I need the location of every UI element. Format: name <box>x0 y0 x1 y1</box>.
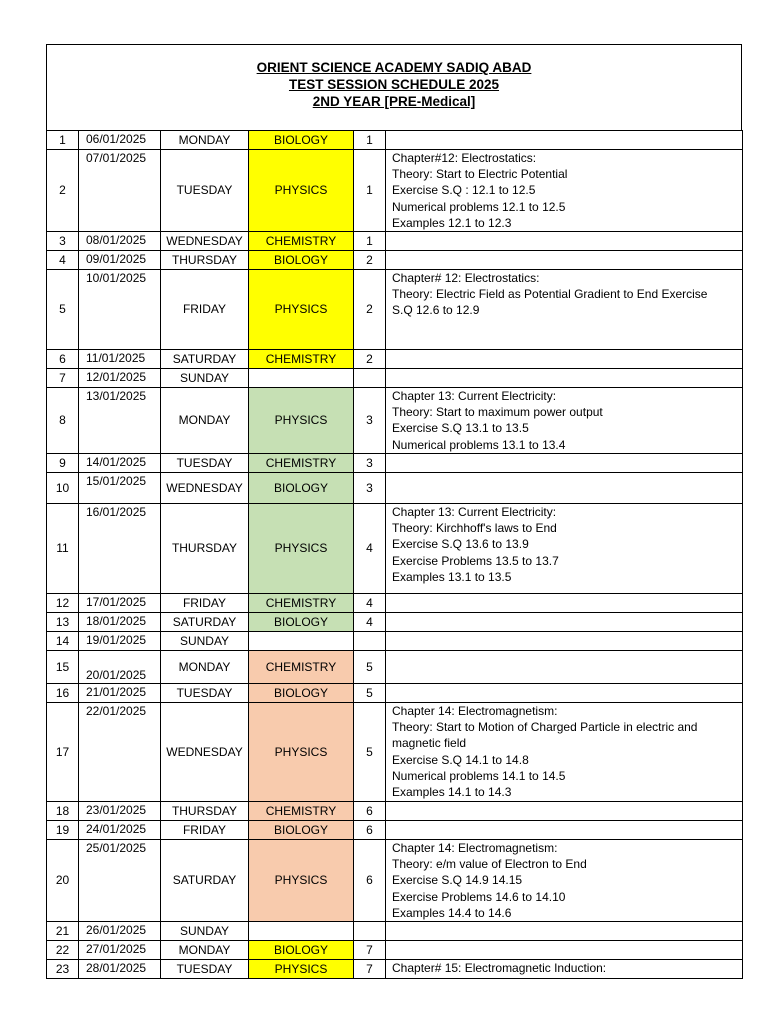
row-subject: CHEMISTRY <box>249 454 354 473</box>
row-subject <box>249 922 354 941</box>
row-number: 17 <box>47 703 79 802</box>
syllabus-line: Exercise S.Q : 12.1 to 12.5 <box>392 183 536 198</box>
row-syllabus <box>386 473 743 504</box>
row-test-number <box>354 632 386 651</box>
row-date: 18/01/2025 <box>79 613 161 632</box>
table-row <box>47 632 743 651</box>
syllabus-line: Numerical problems 12.1 to 12.5 <box>392 199 566 214</box>
row-date: 14/01/2025 <box>79 454 161 473</box>
row-syllabus <box>386 454 743 473</box>
syllabus-line: Chapter# 15: Electromagnetic Induction: <box>392 961 607 976</box>
syllabus-line: Numerical problems 13.1 to 13.4 <box>392 437 566 452</box>
row-day: MONDAY <box>161 941 249 960</box>
table-row <box>47 270 743 350</box>
table-row <box>47 821 743 840</box>
row-date: 16/01/2025 <box>79 504 161 594</box>
row-test-number: 2 <box>354 270 386 350</box>
row-day: WEDNESDAY <box>161 473 249 504</box>
table-row <box>47 613 743 632</box>
schedule-sheet <box>46 44 742 979</box>
row-syllabus <box>386 632 743 651</box>
row-test-number: 6 <box>354 821 386 840</box>
row-subject: CHEMISTRY <box>249 232 354 251</box>
row-test-number: 7 <box>354 960 386 979</box>
row-date: 21/01/2025 <box>79 684 161 703</box>
syllabus-line: Theory: Electric Field as Potential Gradient to End Exercise <box>392 287 708 302</box>
row-syllabus <box>386 922 743 941</box>
row-test-number: 4 <box>354 594 386 613</box>
syllabus-line: Exercise S.Q 14.1 to 14.8 <box>392 752 529 767</box>
row-day: THURSDAY <box>161 802 249 821</box>
row-number: 6 <box>47 350 79 369</box>
row-test-number: 1 <box>354 150 386 232</box>
row-date: 12/01/2025 <box>79 369 161 388</box>
syllabus-line: Theory: Start to maximum power output <box>392 405 603 420</box>
syllabus-line: Examples 14.4 to 14.6 <box>392 905 512 920</box>
syllabus-line: Examples 14.1 to 14.3 <box>392 785 512 800</box>
row-day: SATURDAY <box>161 840 249 922</box>
row-subject: BIOLOGY <box>249 473 354 504</box>
row-test-number: 4 <box>354 504 386 594</box>
row-subject: BIOLOGY <box>249 131 354 150</box>
table-row <box>47 504 743 594</box>
row-syllabus <box>386 941 743 960</box>
row-day: SATURDAY <box>161 350 249 369</box>
row-number: 10 <box>47 473 79 504</box>
class-title: 2ND YEAR [PRE-Medical] <box>312 94 476 109</box>
row-subject: CHEMISTRY <box>249 651 354 684</box>
row-day: FRIDAY <box>161 594 249 613</box>
row-day: WEDNESDAY <box>161 232 249 251</box>
row-test-number: 6 <box>354 840 386 922</box>
row-day: SUNDAY <box>161 632 249 651</box>
row-number: 4 <box>47 251 79 270</box>
row-day: MONDAY <box>161 651 249 684</box>
syllabus-line: Exercise S.Q 13.1 to 13.5 <box>392 421 529 436</box>
row-subject: CHEMISTRY <box>249 350 354 369</box>
academy-title: ORIENT SCIENCE ACADEMY SADIQ ABAD <box>256 60 532 75</box>
syllabus-line: Theory: e/m value of Electron to End <box>392 857 587 872</box>
syllabus-line: magnetic field <box>392 736 467 751</box>
row-syllabus <box>386 150 743 232</box>
row-subject: CHEMISTRY <box>249 802 354 821</box>
schedule-table <box>46 130 743 979</box>
row-subject <box>249 632 354 651</box>
row-test-number: 1 <box>354 232 386 251</box>
table-row <box>47 684 743 703</box>
table-row <box>47 388 743 454</box>
row-subject: BIOLOGY <box>249 941 354 960</box>
syllabus-line: Exercise S.Q 13.6 to 13.9 <box>392 537 529 552</box>
row-day: WEDNESDAY <box>161 703 249 802</box>
row-date: 17/01/2025 <box>79 594 161 613</box>
row-date: 07/01/2025 <box>79 150 161 232</box>
row-day: TUESDAY <box>161 150 249 232</box>
row-number: 5 <box>47 270 79 350</box>
row-syllabus <box>386 684 743 703</box>
table-row <box>47 802 743 821</box>
table-row <box>47 922 743 941</box>
row-syllabus <box>386 802 743 821</box>
row-number: 9 <box>47 454 79 473</box>
row-test-number <box>354 922 386 941</box>
row-date: 19/01/2025 <box>79 632 161 651</box>
row-number: 18 <box>47 802 79 821</box>
row-subject: BIOLOGY <box>249 821 354 840</box>
row-date: 23/01/2025 <box>79 802 161 821</box>
row-day: MONDAY <box>161 388 249 454</box>
row-number: 16 <box>47 684 79 703</box>
row-day: THURSDAY <box>161 504 249 594</box>
row-date: 10/01/2025 <box>79 270 161 350</box>
table-row <box>47 350 743 369</box>
row-subject: PHYSICS <box>249 960 354 979</box>
table-row <box>47 473 743 504</box>
row-test-number: 2 <box>354 251 386 270</box>
table-row <box>47 840 743 922</box>
table-row <box>47 454 743 473</box>
table-row <box>47 651 743 684</box>
row-subject: PHYSICS <box>249 703 354 802</box>
row-day: SUNDAY <box>161 369 249 388</box>
syllabus-line: Examples 13.1 to 13.5 <box>392 569 512 584</box>
row-date: 06/01/2025 <box>79 131 161 150</box>
row-number: 21 <box>47 922 79 941</box>
table-row <box>47 594 743 613</box>
row-day: TUESDAY <box>161 454 249 473</box>
table-row <box>47 941 743 960</box>
row-subject: PHYSICS <box>249 270 354 350</box>
row-syllabus <box>386 821 743 840</box>
table-row <box>47 703 743 802</box>
row-number: 13 <box>47 613 79 632</box>
row-date: 22/01/2025 <box>79 703 161 802</box>
row-date: 26/01/2025 <box>79 922 161 941</box>
row-date: 27/01/2025 <box>79 941 161 960</box>
row-syllabus <box>386 960 743 979</box>
syllabus-line: Exercise S.Q 14.9 14.15 <box>392 873 523 888</box>
row-syllabus <box>386 350 743 369</box>
row-subject: PHYSICS <box>249 388 354 454</box>
row-subject: PHYSICS <box>249 504 354 594</box>
row-number: 14 <box>47 632 79 651</box>
syllabus-line: Theory: Kirchhoff's laws to End <box>392 521 557 536</box>
row-number: 19 <box>47 821 79 840</box>
row-number: 2 <box>47 150 79 232</box>
syllabus-line: Exercise Problems 14.6 to 14.10 <box>392 889 566 904</box>
row-syllabus <box>386 232 743 251</box>
syllabus-line: Chapter# 12: Electrostatics: <box>392 271 540 286</box>
syllabus-line: Chapter 13: Current Electricity: <box>392 505 557 520</box>
row-date: 13/01/2025 <box>79 388 161 454</box>
row-date: 15/01/2025 <box>79 473 161 504</box>
row-date: 24/01/2025 <box>79 821 161 840</box>
row-test-number: 4 <box>354 613 386 632</box>
row-syllabus <box>386 251 743 270</box>
syllabus-line: Chapter#12: Electrostatics: <box>392 151 537 165</box>
row-test-number: 3 <box>354 454 386 473</box>
row-number: 20 <box>47 840 79 922</box>
schedule-header <box>46 44 742 130</box>
row-syllabus <box>386 388 743 454</box>
row-syllabus <box>386 651 743 684</box>
row-subject: BIOLOGY <box>249 251 354 270</box>
row-test-number: 5 <box>354 651 386 684</box>
row-date: 09/01/2025 <box>79 251 161 270</box>
row-day: THURSDAY <box>161 251 249 270</box>
table-row <box>47 150 743 232</box>
row-subject <box>249 369 354 388</box>
row-number: 7 <box>47 369 79 388</box>
syllabus-line: Theory: Start to Motion of Charged Particle in electric and <box>392 720 698 735</box>
row-day: FRIDAY <box>161 821 249 840</box>
table-row <box>47 369 743 388</box>
syllabus-line: Examples 12.1 to 12.3 <box>392 215 512 230</box>
row-test-number: 5 <box>354 684 386 703</box>
row-day: TUESDAY <box>161 960 249 979</box>
row-syllabus <box>386 131 743 150</box>
row-test-number: 7 <box>354 941 386 960</box>
row-syllabus <box>386 840 743 922</box>
syllabus-line: Chapter 14: Electromagnetism: <box>392 704 558 719</box>
row-subject: CHEMISTRY <box>249 594 354 613</box>
row-date: 08/01/2025 <box>79 232 161 251</box>
row-day: SATURDAY <box>161 613 249 632</box>
syllabus-line: Theory: Start to Electric Potential <box>392 167 568 182</box>
row-subject: BIOLOGY <box>249 684 354 703</box>
row-syllabus <box>386 594 743 613</box>
row-day: TUESDAY <box>161 684 249 703</box>
row-date: 20/01/2025 <box>79 651 161 684</box>
schedule-title: TEST SESSION SCHEDULE 2025 <box>288 77 500 92</box>
row-subject: PHYSICS <box>249 150 354 232</box>
table-row <box>47 251 743 270</box>
row-number: 22 <box>47 941 79 960</box>
table-row <box>47 960 743 979</box>
row-date: 25/01/2025 <box>79 840 161 922</box>
row-test-number <box>354 369 386 388</box>
row-subject: PHYSICS <box>249 840 354 922</box>
row-test-number: 6 <box>354 802 386 821</box>
row-test-number: 3 <box>354 388 386 454</box>
row-day: FRIDAY <box>161 270 249 350</box>
row-test-number: 3 <box>354 473 386 504</box>
row-test-number: 1 <box>354 131 386 150</box>
row-number: 8 <box>47 388 79 454</box>
row-number: 15 <box>47 651 79 684</box>
table-row <box>47 131 743 150</box>
row-subject: BIOLOGY <box>249 613 354 632</box>
row-syllabus <box>386 369 743 388</box>
row-syllabus <box>386 270 743 350</box>
syllabus-line: Numerical problems 14.1 to 14.5 <box>392 768 566 783</box>
row-number: 3 <box>47 232 79 251</box>
row-number: 11 <box>47 504 79 594</box>
row-date: 11/01/2025 <box>79 350 161 369</box>
syllabus-line: Chapter 13: Current Electricity: <box>392 389 557 404</box>
syllabus-line: Chapter 14: Electromagnetism: <box>392 841 558 856</box>
row-number: 23 <box>47 960 79 979</box>
row-day: SUNDAY <box>161 922 249 941</box>
row-date: 28/01/2025 <box>79 960 161 979</box>
syllabus-line: Exercise Problems 13.5 to 13.7 <box>392 553 559 568</box>
row-test-number: 5 <box>354 703 386 802</box>
row-syllabus <box>386 703 743 802</box>
table-row <box>47 232 743 251</box>
row-syllabus <box>386 613 743 632</box>
row-test-number: 2 <box>354 350 386 369</box>
syllabus-line: S.Q 12.6 to 12.9 <box>392 303 480 318</box>
row-number: 12 <box>47 594 79 613</box>
row-number: 1 <box>47 131 79 150</box>
row-syllabus <box>386 504 743 594</box>
row-day: MONDAY <box>161 131 249 150</box>
